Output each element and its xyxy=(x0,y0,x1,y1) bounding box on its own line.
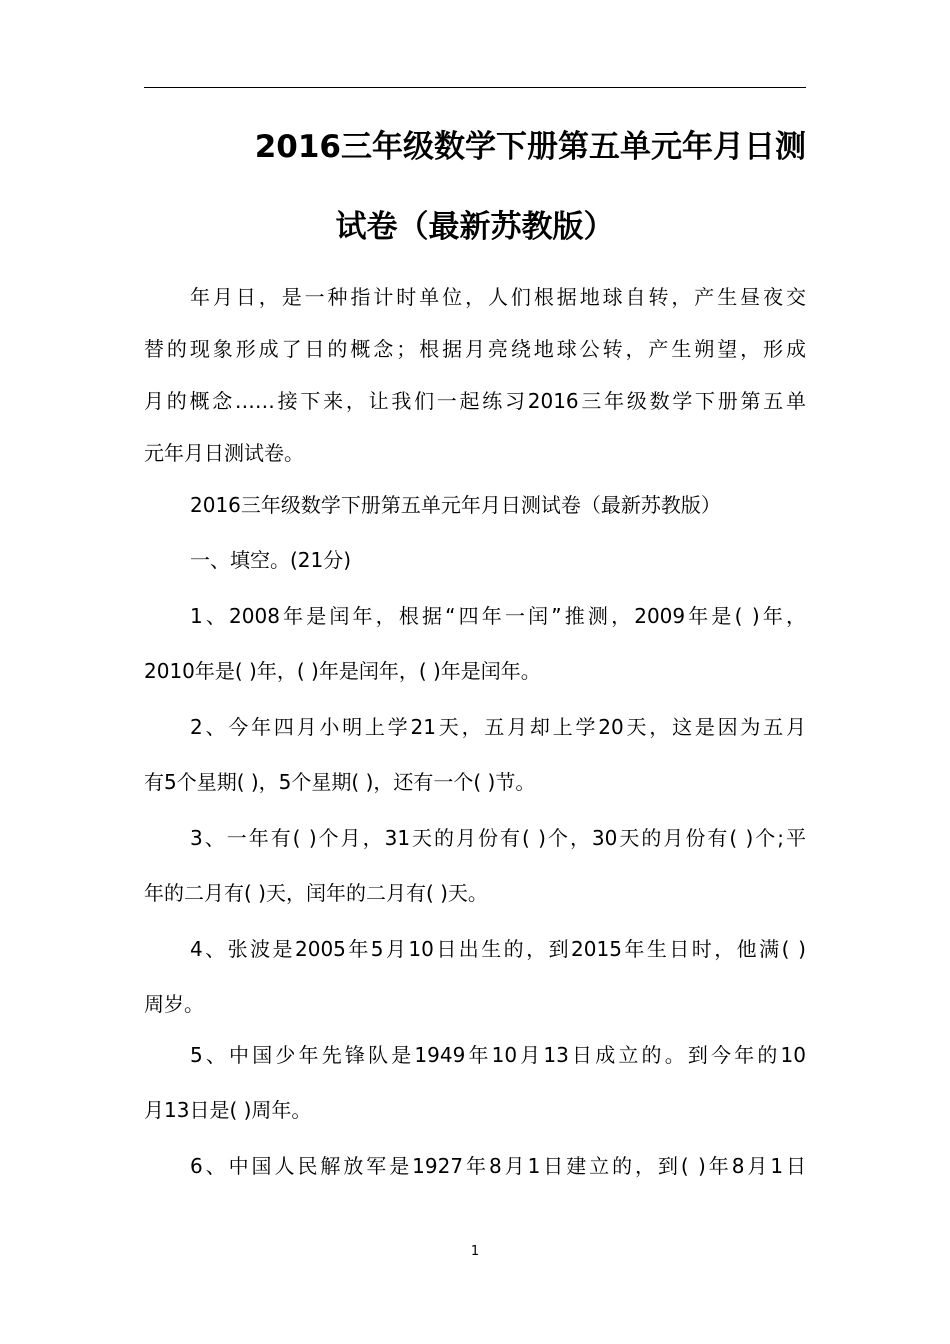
header-rule xyxy=(144,87,806,88)
repeat-title: 2016三年级数学下册第五单元年月日测试卷（最新苏教版） xyxy=(190,493,721,517)
page-number: 1 xyxy=(470,1244,480,1259)
question-2-line-1: 2、今年四月小明上学21天，五月却上学20天，这是因为五月 xyxy=(190,715,806,739)
intro-line-4: 元年月日测试卷。 xyxy=(144,441,304,465)
question-1-line-2: 2010年是( )年，( )年是闰年，( )年是闰年。 xyxy=(144,659,541,683)
section-heading: 一、填空。(21分) xyxy=(190,548,352,572)
document-title-line-2: 试卷（最新苏教版） xyxy=(335,209,615,245)
question-5-line-1: 5、中国少年先锋队是1949年10月13日成立的。到今年的10 xyxy=(190,1043,806,1067)
question-6-line-1: 6、中国人民解放军是1927年8月1日建立的，到( )年8月1日 xyxy=(190,1154,806,1178)
intro-line-3: 月的概念……接下来，让我们一起练习2016三年级数学下册第五单 xyxy=(144,389,806,413)
question-5-line-2: 月13日是( )周年。 xyxy=(144,1098,312,1122)
question-3-line-2: 年的二月有( )天，闰年的二月有( )天。 xyxy=(144,881,488,905)
document-title-line-1: 2016三年级数学下册第五单元年月日测 xyxy=(254,129,806,165)
question-3-line-1: 3、一年有( )个月，31天的月份有( )个，30天的月份有( )个;平 xyxy=(190,826,806,850)
intro-line-2: 替的现象形成了日的概念；根据月亮绕地球公转，产生朔望，形成 xyxy=(144,337,806,361)
question-1-line-1: 1、2008年是闰年，根据“四年一闰”推测，2009年是( )年， xyxy=(190,604,806,628)
intro-line-1: 年月日，是一种指计时单位，人们根据地球自转，产生昼夜交 xyxy=(190,285,806,309)
question-2-line-2: 有5个星期( )，5个星期( )，还有一个( )节。 xyxy=(144,770,536,794)
question-4-line-2: 周岁。 xyxy=(144,992,204,1016)
question-4-line-1: 4、张波是2005年5月10日出生的，到2015年生日时，他满( ) xyxy=(190,937,806,961)
